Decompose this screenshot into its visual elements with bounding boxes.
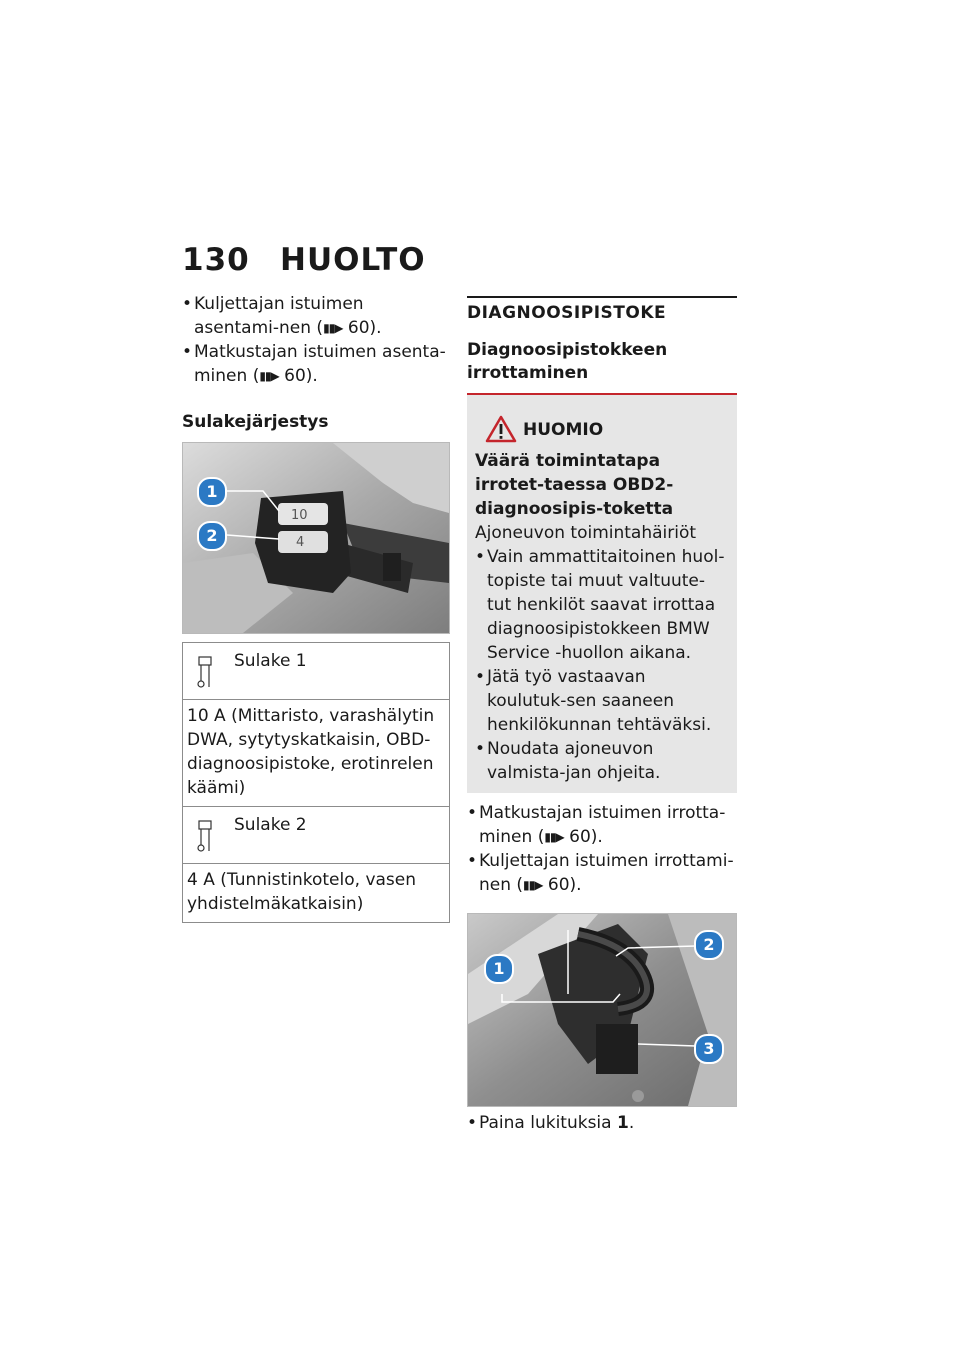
page-reference-link[interactable]: 60). — [284, 366, 318, 386]
page-header — [182, 242, 426, 278]
warning-triangle-icon — [485, 415, 517, 450]
left-column — [182, 292, 450, 923]
list-item: • Noudata ajoneuvon valmista-jan ohjeita. — [475, 739, 661, 783]
fuse-2-label: 4 — [296, 535, 305, 550]
bullet-icon: • — [475, 739, 486, 759]
callout-3: 3 — [694, 1034, 724, 1064]
bullet-icon: • — [475, 547, 486, 567]
page-reference-link[interactable]: 60). — [569, 827, 603, 847]
fuse-1-label: 10 — [291, 508, 308, 523]
right-column — [467, 296, 737, 1135]
notice-label: HUOMIO — [523, 420, 604, 440]
section-heading: DIAGNOOSIPISTOKE — [467, 303, 667, 323]
connector-photo — [467, 913, 737, 1107]
fuse-description: 4 A (Tunnistinkotelo, vasen yhdistelmäkatkaisin) — [187, 870, 417, 914]
fuse-heading: Sulakejärjestys — [182, 412, 329, 432]
fuse-row — [183, 807, 449, 864]
list-item: • Matkustajan istuimen irrotta-minen (▮▮▶ 60). — [467, 803, 726, 847]
fuse-table — [182, 642, 450, 807]
callout-2: 2 — [694, 930, 724, 960]
section-rule — [467, 296, 737, 325]
list-item: • Matkustajan istuimen asenta-minen (▮▮▶ 60). — [182, 342, 446, 386]
list-item: • Vain ammattitaitoinen huol-topiste tai muut valtuute-tut henkilöt saavat irrottaa diagnoosipistokkeen BMW Service -huollon aikana. — [475, 547, 725, 663]
fuse-name: Sulake 1 — [234, 651, 307, 671]
page-reference-link[interactable]: 60). — [347, 318, 382, 338]
callout-1: 1 — [484, 954, 514, 984]
bullet-icon: • — [467, 803, 478, 823]
xref-arrow-icon: ▮▮▶ — [323, 321, 343, 335]
fuse-table — [182, 807, 450, 923]
bullet-icon: • — [475, 667, 486, 687]
page-reference-link[interactable]: 60). — [547, 875, 582, 895]
notice-title: Väärä toimintatapa irrotet-taessa OBD2-diagnoosipis-toketta — [475, 451, 674, 519]
section-title: HUOLTO — [280, 242, 426, 278]
callout-2: 2 — [197, 521, 227, 551]
bullet-icon: • — [467, 851, 478, 871]
xref-arrow-icon: ▮▮▶ — [259, 369, 279, 383]
xref-arrow-icon: ▮▮▶ — [544, 830, 564, 844]
fuse-row — [183, 643, 449, 700]
list-item: • Kuljettajan istuimen irrottami-nen (▮▮▶ 60). — [467, 851, 734, 895]
xref-arrow-icon: ▮▮▶ — [523, 878, 543, 892]
bullet-icon: • — [182, 294, 193, 314]
fuse-description: 10 A (Mittaristo, varashälytin DWA, sytytyskatkaisin, OBD-diagnoosipistoke, erotinrelen käämi) — [187, 706, 435, 798]
list-item: • Jätä työ vastaavan koulutuk-sen saaneen henkilökunnan tehtäväksi. — [475, 667, 712, 735]
bullet-icon: • — [467, 1113, 478, 1133]
list-item: • Kuljettajan istuimen asentami-nen (▮▮▶ 60). — [182, 294, 382, 338]
list-item: • Paina lukituksia 1. — [467, 1113, 635, 1133]
subsection-heading: Diagnoosipistokkeen irrottaminen — [467, 340, 668, 383]
fuse-icon — [197, 817, 213, 860]
notice-box — [467, 395, 737, 793]
fuse-icon — [197, 653, 213, 696]
fuse-name: Sulake 2 — [234, 815, 307, 835]
page-number: 130 — [182, 242, 250, 278]
callout-1: 1 — [197, 477, 227, 507]
bullet-icon: • — [182, 342, 193, 362]
fuse-photo — [182, 442, 450, 634]
notice-consequence: Ajoneuvon toimintahäiriöt — [475, 523, 697, 543]
